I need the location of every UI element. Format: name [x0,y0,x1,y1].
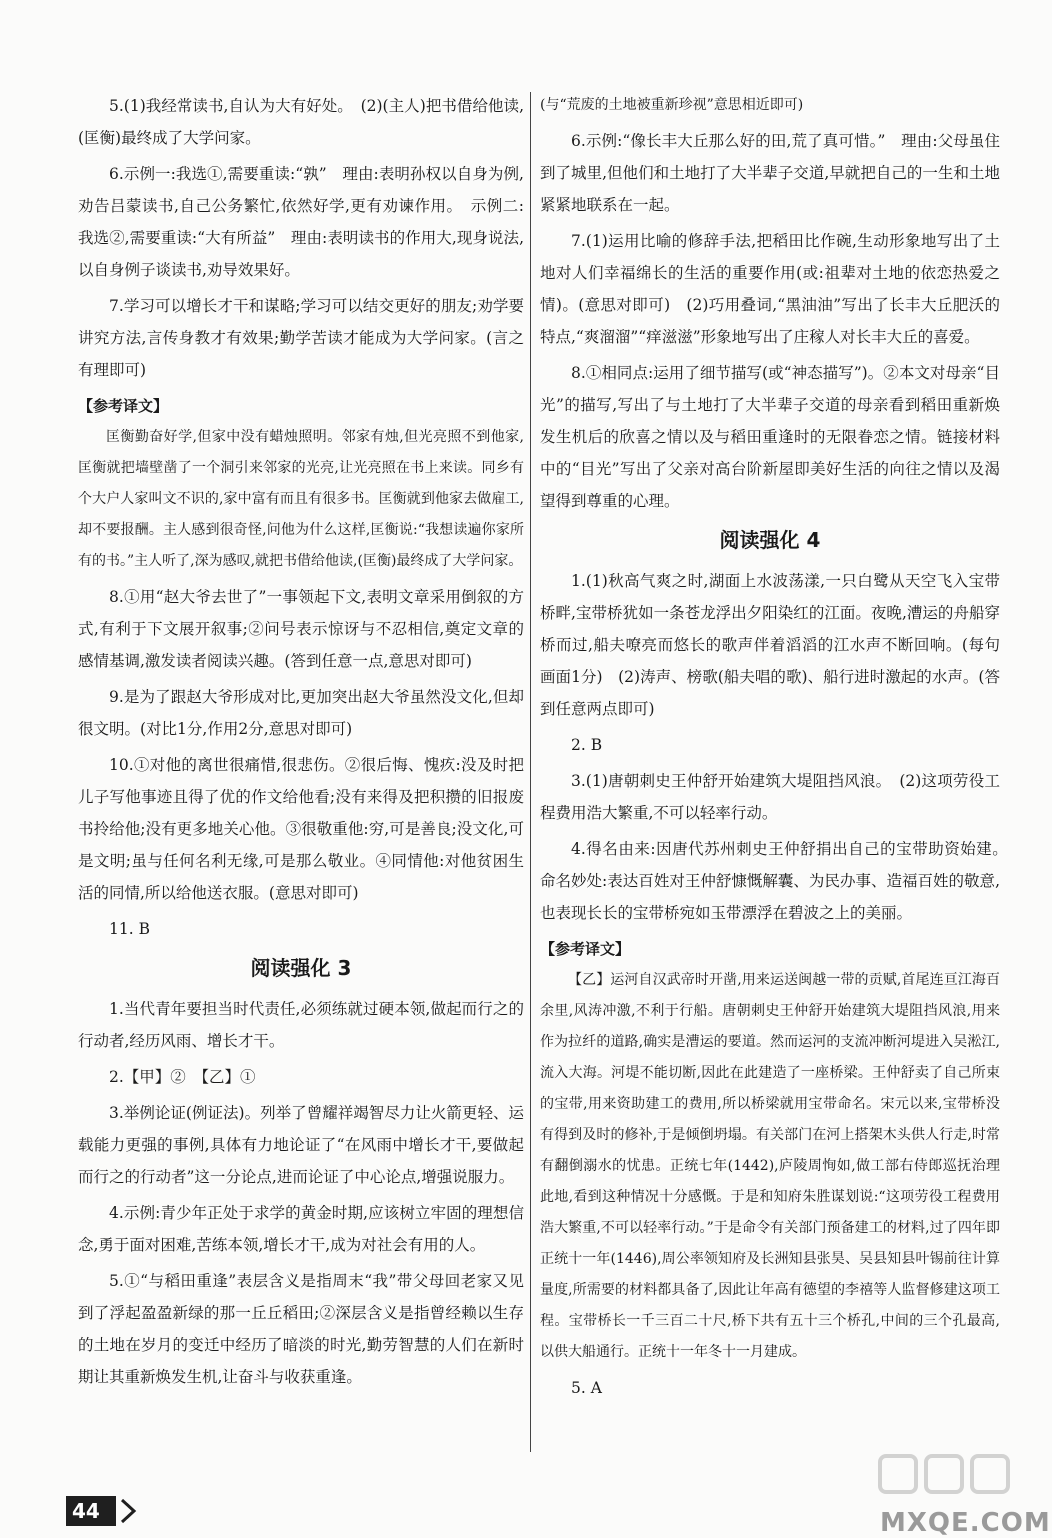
answer-4b: 4.得名由来:因唐代苏州刺史王仲舒捐出自己的宝带助资始建。 命名妙处:表达百姓对王仲舒慷慨解囊、为民办事、造福百姓的敬意,也表现长长的宝带桥宛如玉带漂浮在碧波之上的美丽。 [540,840,1016,922]
reference-translation-2: 【乙】运河自汉武帝时开凿,用来运送闽越一带的贡赋,首尾连亘江海百余里,风涛冲激,不利于行船。唐朝刺史王仲舒开始建筑大堤阻挡风浪,用来作为拉纤的道路,确实是漕运的要道。然而运河的支流冲断河堤进入吴淞江,流入大海。河堤不能切断,因此在此建造了一座桥梁。王仲舒卖了自己所束的宝带,用来资助建工的费用,所以桥梁就用宝带命名。宋元以来,宝带桥没有得到及时的修补,于是倾倒坍塌。有关部门在河上搭架木头供人行走,时常有翻倒溺水的忧患。正统七年(1442),庐陵周恂如,做工部右侍郎巡抚治理此地,看到这种情况十分感慨。于是和知府朱胜谋划说:“这项劳役工程费用浩大繁重,不可以轻率行动。”于是命令有关部门预备建工的材料,过了四年即正统十一年(1446),周公率领知府及长洲知县张昊、吴县知县叶锡前往计算量度,所需要的材料都具备了,因此让年高有德望的李禧等人监督修建这项工程。宝带桥长一千三百二十尺,桥下共有五十三个桥孔,中间的三个孔最高,以供大船通行。正统十一年冬十一月建成。 [540,972,1000,1360]
answer-2: 2.【甲】② 【乙】① [109,1068,256,1086]
answer-8b: 8.①相同点:运用了细节描写(或“神态描写”)。②本文对母亲“目光”的描写,写出了与土地打了大半辈子交道的母亲看到稻田重新焕发生机后的欣喜之情以及与稻田重逢时的无限眷恋之情。链接材料中的“目光”写出了父亲对高台阶新屋即美好生活的向往之情以及渴望得到尊重的心理。 [540,364,1000,510]
answer-1: 1.当代青年要担当时代责任,必须练就过硬本领,做起而行之的行动者,经历风雨、增长才干。 [78,1000,524,1050]
chevron-right-icon [118,1496,140,1526]
answer-9: 9.是为了跟赵大爷形成对比,更加突出赵大爷虽然没文化,但却很文明。(对比1分,作用2分,意思对即可) [78,688,524,738]
column-divider [530,92,531,1452]
answer-7: 7.学习可以增长才干和谋略;学习可以结交更好的朋友;劝学要讲究方法,言传身教才有效果;勤学苦读才能成为大学问家。(言之有理即可) [78,297,524,379]
answer-11: 11. B [109,920,150,938]
reference-translation: 匡衡勤奋好学,但家中没有蜡烛照明。邻家有烛,但光亮照不到他家,匡衡就把墙壁凿了一个洞引来邻家的光亮,让光亮照在书上来读。同乡有个大户人家叫文不识的,家中富有而且有很多书。匡衡就到他家去做雇工,却不要报酬。主人感到很奇怪,问他为什么这样,匡衡说:“我想读遍你家所有的书。”主人听了,深为感叹,就把书借给他读,(匡衡)最终成了大学问家。 [78,429,524,569]
answer-3b: 3.(1)唐朝刺史王仲舒开始建筑大堤阻挡风浪。 (2)这项劳役工程费用浩大繁重,不可以轻率行动。 [540,772,1000,822]
answer-2b: 2. B [571,736,603,754]
answer-4: 4.示例:青少年正处于求学的黄金时期,应该树立牢固的理想信念,勇于面对困难,苦练本领,增长才干,成为对社会有用的人。 [78,1204,524,1254]
answer-10: 10.①对他的离世很痛惜,很悲伤。②很后悔、愧疚:没及时把儿子写他事迹且得了优的作文给他看;没有来得及把积攒的旧报废书拎给他;没有更多地关心他。③很敬重他:穷,可是善良;没文化,可是文明;虽与任何名利无缘,可是那么敬业。④同情他:对他贫困生活的同情,所以给他送衣服。(意思对即可) [78,756,524,902]
reference-translation-heading-2: 【参考译文】 [540,940,631,958]
answer-8: 8.①用“赵大爷去世了”一事领起下文,表明文章采用倒叙的方式,有利于下文展开叙事;②问号表示惊讶与不忍相信,奠定文章的感情基调,激发读者阅读兴趣。(答到任意一点,意思对即可) [78,588,524,670]
answer-5: 5.(1)我经常读书,自认为大有好处。 (2)(主人)把书借给他读,(匡衡)最终成了大学问家。 [78,97,524,147]
right-column [540,90,1016,1408]
answer-5-cont: (与“荒废的土地被重新珍视”意思相近即可) [540,97,804,113]
section-title-reading-4: 阅读强化 4 [719,528,821,552]
watermark-text: MXQE.COM [880,1508,1051,1538]
page-number: 44 [66,1496,116,1526]
left-column [78,90,524,1397]
answer-1b: 1.(1)秋高气爽之时,湖面上水波荡漾,一只白鹭从天空飞入宝带桥畔,宝带桥犹如一条苍龙浮出夕阳染红的江面。夜晚,漕运的舟船穿桥而过,船夫嘹亮而悠长的歌声伴着滔滔的江水声不断回响。(每句画面1分) (2)涛声、榜歌(船夫唱的歌)、船行进时激起的水声。(答到任意两点即可) [540,572,1000,718]
section-title-reading-3: 阅读强化 3 [250,956,352,980]
answer-3: 3.举例论证(例证法)。列举了曾耀祥竭智尽力让火箭更轻、运载能力更强的事例,具体有力地论证了“在风雨中增长才干,要做起而行之的行动者”这一分论点,进而论证了中心论点,增强说服力。 [78,1104,524,1186]
answer-6: 6.示例一:我选①,需要重读:“孰” 理由:表明孙权以自身为例,劝告吕蒙读书,自己公务繁忙,依然好学,更有劝谏作用。 示例二:我选②,需要重读:“大有所益” 理由:表明读书的作用大,现身说法,以自身例子谈读书,劝导效果好。 [78,165,524,279]
reference-translation-heading: 【参考译文】 [78,397,169,415]
answer-6b: 6.示例:“像长丰大丘那么好的田,荒了真可惜。” 理由:父母虽住到了城里,但他们和土地打了大半辈子交道,早就把自己的一生和土地紧紧地联系在一起。 [540,132,1000,214]
answer-7b: 7.(1)运用比喻的修辞手法,把稻田比作碗,生动形象地写出了土地对人们幸福绵长的生活的重要作用(或:祖辈对土地的依恋热爱之情)。(意思对即可) (2)巧用叠词,“黑油油”写出了长丰大丘肥沃的特点,“爽溜溜”“痒滋滋”形象地写出了庄稼人对长丰大丘的喜爱。 [540,232,1000,346]
answer-5c: 5. A [571,1379,602,1397]
answer-5b: 5.①“与稻田重逢”表层含义是指周末“我”带父母回老家又见到了浮起盈盈新绿的那一丘丘稻田;②深层含义是指曾经赖以生存的土地在岁月的变迁中经历了暗淡的时光,勤劳智慧的人们在新时期让其重新焕发生机,让奋斗与收获重逢。 [78,1272,524,1386]
